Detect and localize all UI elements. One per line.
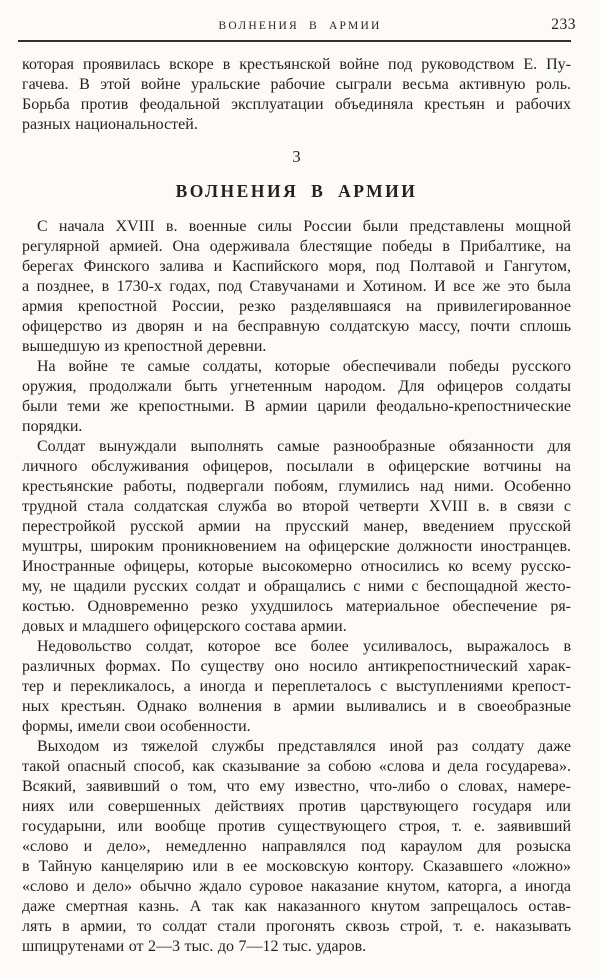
paragraph xyxy=(22,217,571,357)
text-line: Иностранные офицеры, которые высокомерно относились ко всему русско- xyxy=(22,558,571,575)
text-line: довых и младшего офицерского состава армии. xyxy=(22,618,347,635)
text-line: гачева. В этой войне уральские рабочие сыграли весьма активную роль. xyxy=(22,76,571,93)
text-line: формы, имели свои особенности. xyxy=(22,718,251,735)
page-body-text xyxy=(22,55,571,957)
paragraph xyxy=(22,55,571,135)
text-line: которая проявилась вскоре в крестьянской войне под руководством Е. Пу- xyxy=(22,56,571,73)
text-line: трудной стала солдатская служба во второй четверти XVIII в. в связи с xyxy=(22,498,571,515)
section-heading: ВОЛНЕНИЯ В АРМИИ xyxy=(175,181,418,201)
text-line: оружия, продолжали быть угнетенным народом. Для офицеров солдаты xyxy=(22,378,571,395)
page-number: 233 xyxy=(551,16,576,33)
text-line: Борьба против феодальной эксплуатации объединяла крестьян и рабочих xyxy=(22,96,571,113)
text-line: порядки. xyxy=(22,418,83,435)
paragraph xyxy=(22,637,571,737)
text-line: На войне те самые солдаты, которые обеспечивали победы русского xyxy=(37,358,571,375)
header-rule xyxy=(18,40,571,42)
text-line: вышедшую из крепостной деревни. xyxy=(22,338,267,355)
text-line: берегах Финского залива и Каспийского моря, под Полтавой и Гангутом, xyxy=(22,258,571,275)
text-line: шпицрутенами от 2—3 тыс. до 7—12 тыс. ударов. xyxy=(22,938,367,955)
text-line: С начала XVIII в. военные силы России были представлены мощной xyxy=(37,218,571,235)
paragraph xyxy=(22,437,571,637)
text-line: Всякий, заявивший о том, что ему известно, что-либо о словах, намере- xyxy=(22,778,571,795)
text-line: офицерство из дворян и на бесправную солдатскую массу, почти сплошь xyxy=(22,318,571,335)
text-line: «слово и дело» обычно ждало суровое наказание кнутом, каторга, а иногда xyxy=(22,878,571,895)
section-number: 3 xyxy=(292,147,301,166)
text-line: разных национальностей. xyxy=(22,116,198,133)
text-line: такой опасный способ, как сказывание за собою «слова и дела государева». xyxy=(22,758,571,775)
text-line: различных формах. По существу оно носило антикрепостнический харак- xyxy=(22,658,571,675)
paragraph xyxy=(22,737,571,957)
text-line: а позднее, в 1730-х годах, под Ставучанами и Хотином. И все же это была xyxy=(22,278,571,295)
text-line: костью. Одновременно резко ухудшилось материальное обеспечение ря- xyxy=(22,598,571,615)
text-line: тер и перекликалось, а иногда и переплеталось с выступлениями крепост- xyxy=(22,678,571,695)
text-line: ниях или совершенных действиях против царствующего государя или xyxy=(22,798,571,815)
running-header-title: ВОЛНЕНИЯ В АРМИИ xyxy=(218,20,382,32)
text-line: крестьянские работы, подвергали побоям, глумились над ними. Особенно xyxy=(22,478,571,495)
text-line: му, не щадили русских солдат и обращались с ними с беспощадной жесто- xyxy=(22,578,571,595)
text-line: лять в армии, то солдат стали прогонять сквозь строй, т. е. наказывать xyxy=(22,918,571,935)
text-line: Выходом из тяжелой службы представлялся иной раз солдату даже xyxy=(37,738,571,755)
text-line: регулярной армией. Она одерживала блестящие победы в Прибалтике, на xyxy=(22,238,571,255)
text-line: государыни, или вообще против существующего строя, т. е. заявивший xyxy=(22,818,571,835)
text-line: муштры, широким проникновением на офицерские должности иностранцев. xyxy=(22,538,571,555)
text-line: Недовольство солдат, которое все более усиливалось, выражалось в xyxy=(37,638,571,655)
text-line: в Тайную канцелярию или в ее московскую контору. Сказавшего «ложно» xyxy=(22,858,571,875)
text-line: были теми же крепостными. В армии царили феодально-крепостнические xyxy=(22,398,571,415)
text-line: даже смертная казнь. А так как наказанного кнутом запрещалось остав- xyxy=(22,898,571,915)
text-line: ных крестьян. Однако волнения в армии выливались и в своеобразные xyxy=(22,698,571,715)
paragraph xyxy=(22,357,571,437)
text-line: армия крепостной России, резко разделявшаяся на привилегированное xyxy=(22,298,571,315)
text-line: личного обслуживания офицеров, посылали в офицерские вотчины на xyxy=(22,458,571,475)
text-line: Солдат вынуждали выполнять самые разнообразные обязанности для xyxy=(37,438,571,455)
text-line: перестройкой русской армии на прусский манер, введением прусской xyxy=(22,518,571,535)
text-line: «слово и дело», немедленно направлялся под караулом для розыска xyxy=(22,838,571,855)
